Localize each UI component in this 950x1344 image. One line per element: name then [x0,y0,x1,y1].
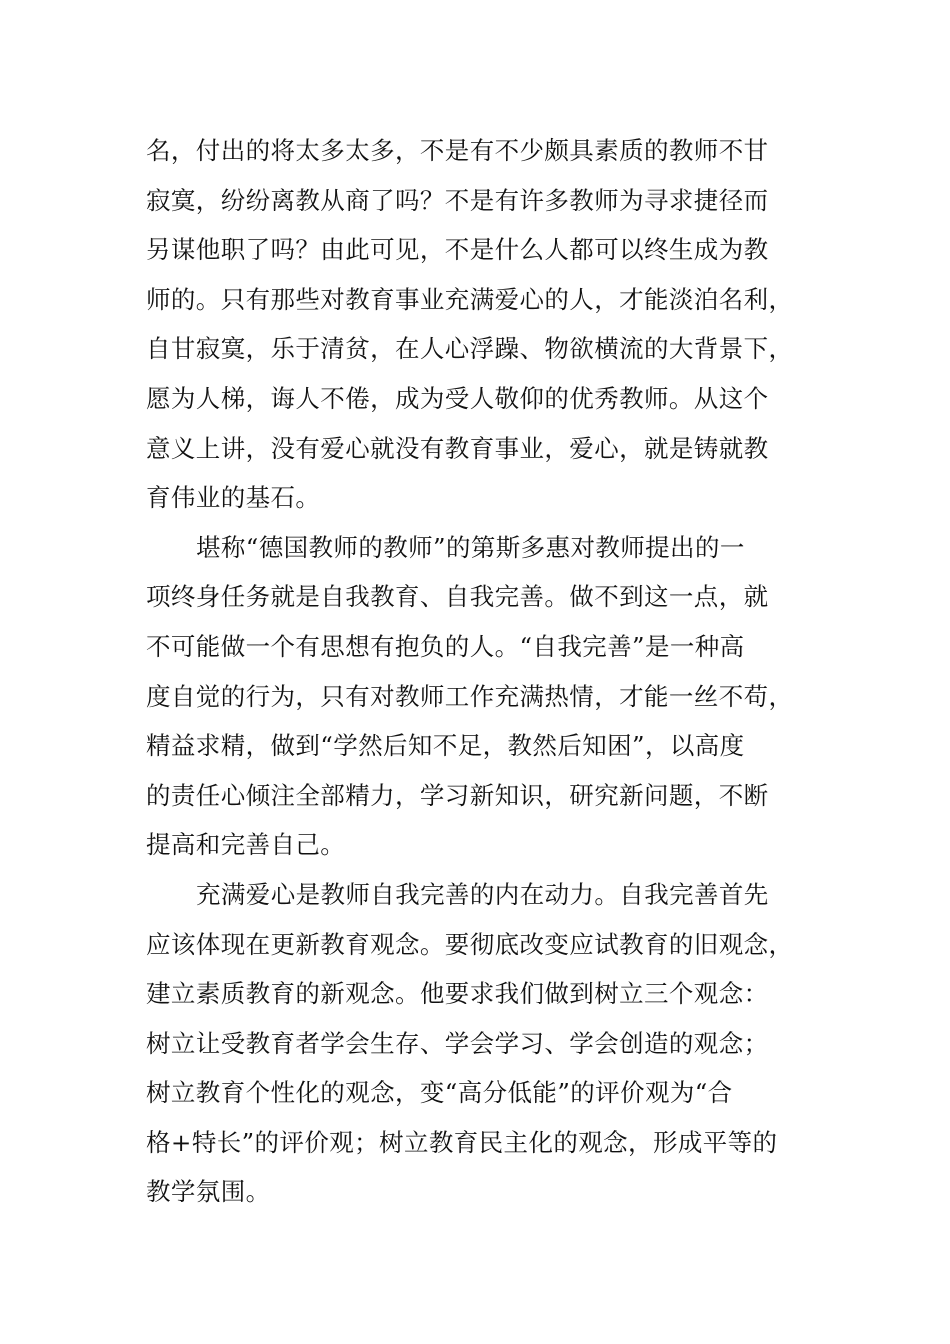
text-line: 充满爱心是教师自我完善的内在动力。自我完善首先 [196,879,769,909]
text-line: 寂寞，纷纷离教从商了吗？不是有许多教师为寻求捷径而 [146,185,769,215]
paragraph-1 [146,126,806,523]
text-line: 意义上讲，没有爱心就没有教育事业，爱心，就是铸就教 [146,433,769,463]
text-line: 建立素质教育的新观念。他要求我们做到树立三个观念： [146,979,769,1009]
text-line: 格+特长”的评价观；树立教育民主化的观念，形成平等的 [146,1127,778,1157]
text-line: 的责任心倾注全部精力，学习新知识，研究新问题，不断 [146,780,769,810]
text-line: 提高和完善自己。 [146,830,346,860]
text-line: 树立让受教育者学会生存、学会学习、学会创造的观念； [146,1028,769,1058]
text-line: 自甘寂寞，乐于清贫，在人心浮躁、物欲横流的大背景下， [146,334,794,364]
text-line: 度自觉的行为，只有对教师工作充满热情，才能一丝不苟， [146,681,794,711]
text-line: 名，付出的将太多太多，不是有不少颇具素质的教师不甘 [146,136,769,165]
text-line: 堪称“德国教师的教师”的第斯多惠对教师提出的一 [196,532,745,562]
text-line: 愿为人梯，诲人不倦，成为受人敬仰的优秀教师。从这个 [146,383,769,413]
text-line: 应该体现在更新教育观念。要彻底改变应试教育的旧观念， [146,929,794,959]
text-line: 不可能做一个有思想有抱负的人。“自我完善”是一种高 [146,631,745,661]
text-line: 育伟业的基石。 [146,483,321,513]
text-line: 项终身任务就是自我教育、自我完善。做不到这一点，就 [146,582,769,612]
text-line: 树立教育个性化的观念，变“高分低能”的评价观为“合 [146,1078,733,1108]
paragraph-3 [146,870,806,1217]
body-text [146,126,806,1217]
text-line: 精益求精，做到“学然后知不足，教然后知困”，以高度 [146,731,745,761]
text-line: 师的。只有那些对教育事业充满爱心的人，才能淡泊名利， [146,284,794,314]
paragraph-2 [146,523,806,870]
text-line: 教学氛围。 [146,1177,271,1207]
text-line: 另谋他职了吗？由此可见，不是什么人都可以终生成为教 [146,235,769,265]
